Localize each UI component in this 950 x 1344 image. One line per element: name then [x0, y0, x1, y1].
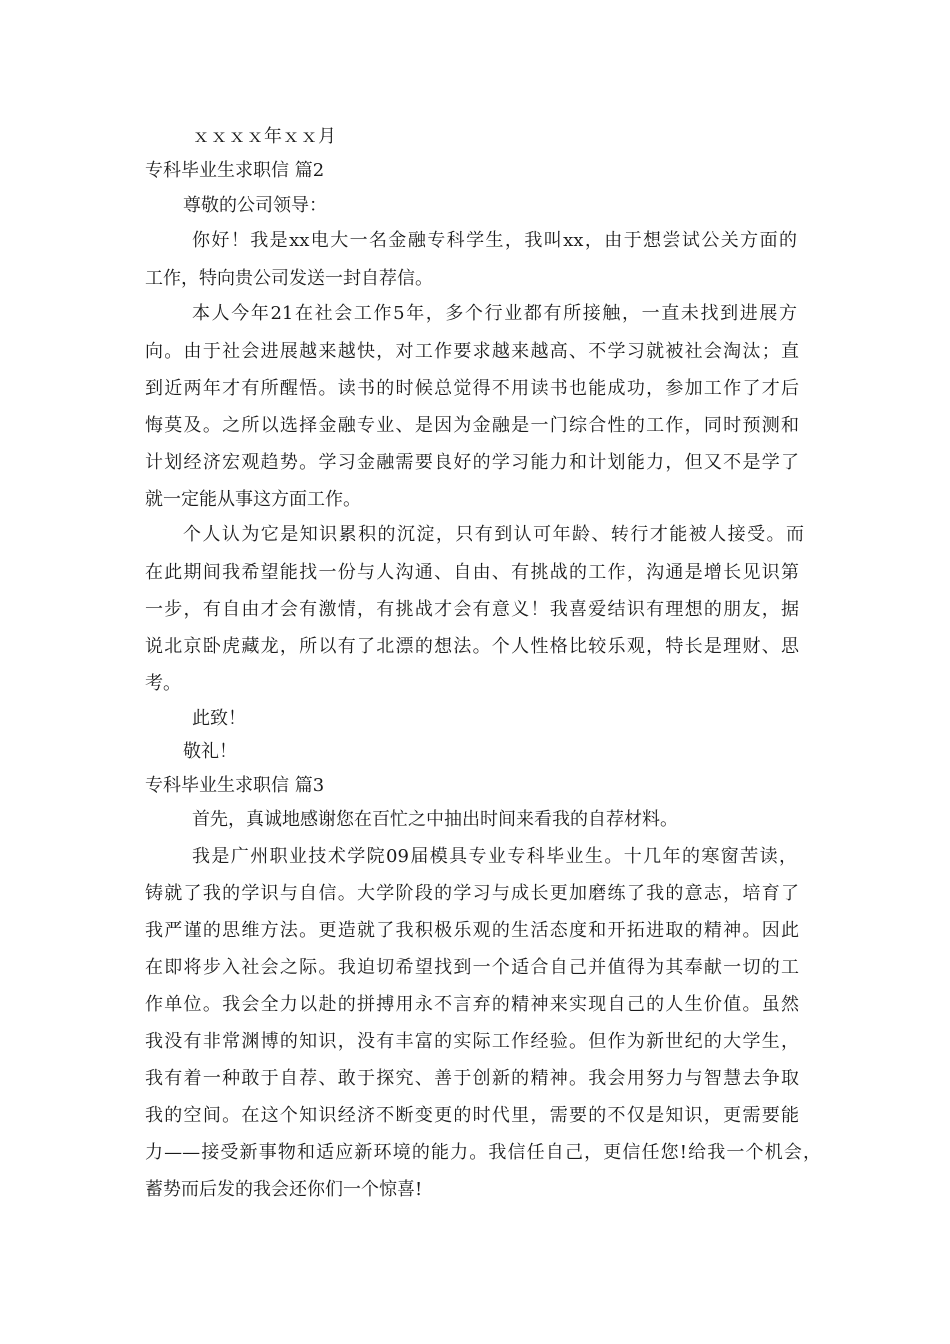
letter2-line: 一步，有自由才会有激情，有挑战才会有意义！我喜爱结识有理想的朋友，据 [145, 599, 799, 620]
letter2-regards: 敬礼！ [183, 741, 237, 762]
letter3-title: 专科毕业生求职信 篇3 [145, 775, 325, 796]
letter2-line: 就一定能从事这方面工作。 [145, 489, 361, 510]
date-line: ｘｘｘｘ年ｘｘ月 [192, 126, 336, 147]
letter3-line: 我没有非常渊博的知识，没有丰富的实际工作经验。但作为新世纪的大学生， [145, 1031, 799, 1052]
letter2-closing: 此致！ [192, 708, 246, 729]
letter2-line: 说北京卧虎藏龙，所以有了北漂的想法。个人性格比较乐观，特长是理财、思 [145, 636, 799, 657]
letter3-line: 作单位。我会全力以赴的拼搏用永不言弃的精神来实现自己的人生价值。虽然 [145, 994, 799, 1015]
letter2-line: 计划经济宏观趋势。学习金融需要良好的学习能力和计划能力，但又不是学了 [145, 452, 799, 473]
letter2-line: 工作，特向贵公司发送一封自荐信。 [145, 268, 433, 289]
letter3-line: 铸就了我的学识与自信。大学阶段的学习与成长更加磨练了我的意志，培育了 [145, 883, 799, 904]
letter3-line: 我的空间。在这个知识经济不断变更的时代里，需要的不仅是知识，更需要能 [145, 1105, 799, 1126]
letter2-line: 向。由于社会进展越来越快，对工作要求越来越高、不学习就被社会淘汰；直 [145, 341, 799, 362]
letter3-line: 我是广州职业技术学院09届模具专业专科毕业生。十几年的寒窗苦读， [192, 846, 797, 867]
letter3-line: 力——接受新事物和适应新环境的能力。我信任自己，更信任您!给我一个机会， [145, 1142, 821, 1163]
letter3-line: 蓄势而后发的我会还你们一个惊喜! [145, 1179, 423, 1200]
letter2-line: 你好！我是xx电大一名金融专科学生，我叫xx，由于想尝试公关方面的 [192, 230, 797, 251]
letter2-line: 悔莫及。之所以选择金融专业、是因为金融是一门综合性的工作，同时预测和 [145, 415, 799, 436]
letter2-line: 个人认为它是知识累积的沉淀，只有到认可年龄、转行才能被人接受。而 [183, 524, 804, 545]
letter2-line: 在此期间我希望能找一份与人沟通、自由、有挑战的工作，沟通是增长见识第 [145, 562, 799, 583]
letter2-line: 考。 [145, 673, 181, 694]
letter2-line: 本人今年21在社会工作5年，多个行业都有所接触，一直未找到进展方 [192, 303, 797, 324]
letter3-line: 在即将步入社会之际。我迫切希望找到一个适合自己并值得为其奉献一切的工 [145, 957, 799, 978]
letter2-line: 到近两年才有所醒悟。读书的时候总觉得不用读书也能成功，参加工作了才后 [145, 378, 799, 399]
letter2-title: 专科毕业生求职信 篇2 [145, 160, 325, 181]
letter2-salutation: 尊敬的公司领导： [183, 195, 327, 216]
letter3-line: 我有着一种敢于自荐、敢于探究、善于创新的精神。我会用努力与智慧去争取 [145, 1068, 799, 1089]
letter3-line: 首先，真诚地感谢您在百忙之中抽出时间来看我的自荐材料。 [192, 809, 678, 830]
letter3-line: 我严谨的思维方法。更造就了我积极乐观的生活态度和开拓进取的精神。因此 [145, 920, 799, 941]
